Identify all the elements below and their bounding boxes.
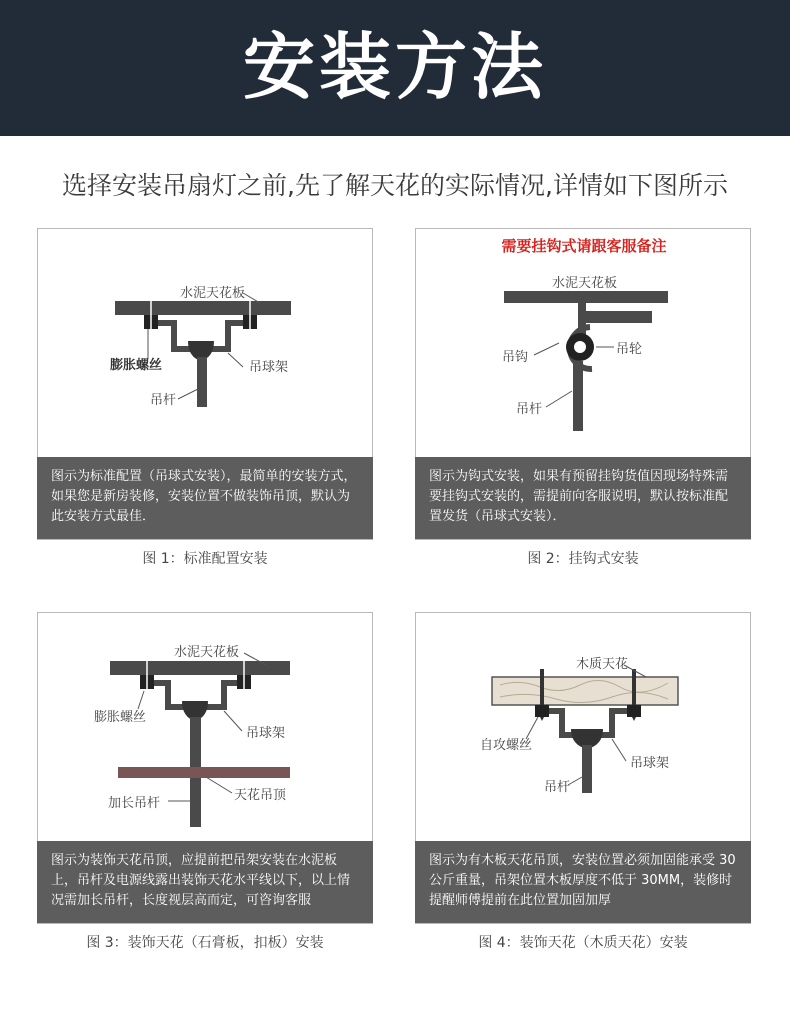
panel-caption: 图示为装饰天花吊顶，应提前把吊架安装在水泥板上，吊杆及电源线露出装饰天花水平线以下，以上情况需加长吊杆，长度视层高而定，可咨询客服 — [37, 841, 373, 923]
down-rod — [582, 745, 592, 793]
svg-text:吊球架: 吊球架 — [630, 756, 670, 771]
svg-text:水泥天花板: 水泥天花板 — [552, 276, 618, 291]
false-ceiling — [118, 767, 290, 778]
panel-caption: 图示为有木板天花吊顶，安装位置必须加固能承受 30 公斤重量，吊架位置木板厚度不低于 30MM，装修时提醒师傅提前在此位置加固加厚 — [415, 841, 751, 923]
down-rod — [197, 357, 207, 407]
panel-hook-install — [415, 228, 751, 540]
svg-text:吊轮: 吊轮 — [616, 342, 643, 357]
svg-text:吊杆: 吊杆 — [516, 402, 543, 417]
figure-label-1: 图 1：标准配置安装 — [142, 551, 268, 567]
svg-text:水泥天花板: 水泥天花板 — [174, 645, 240, 660]
svg-text:吊杆: 吊杆 — [544, 780, 571, 795]
figure-label-2: 图 2：挂钩式安装 — [527, 551, 639, 567]
page-subtitle: 选择安装吊扇灯之前,先了解天花的实际情况,详情如下图所示 — [62, 171, 728, 200]
concrete-ceiling — [115, 301, 291, 315]
svg-text:木质天花: 木质天花 — [576, 657, 629, 672]
concrete-ceiling — [504, 291, 668, 303]
panel-caption: 图示为钩式安装，如果有预留挂钩货值因现场特殊需要挂钩式安装的，需提前向客服说明，默认按标准配置发货（吊球式安装）． — [415, 457, 751, 539]
svg-text:膨胀螺丝: 膨胀螺丝 — [110, 358, 163, 373]
svg-text:吊球架: 吊球架 — [249, 360, 289, 375]
svg-text:加长吊杆: 加长吊杆 — [108, 796, 161, 811]
svg-text:吊杆: 吊杆 — [150, 393, 177, 408]
header-banner — [0, 0, 790, 136]
panel-false-ceiling-install — [37, 612, 373, 924]
diagram-standard-install — [38, 229, 374, 459]
hook-warning: 需要挂钩式请跟客服备注 — [501, 237, 667, 255]
diagram-hook-install — [416, 229, 752, 459]
panel-wood-ceiling-install — [415, 612, 751, 924]
page-title: 安装方法 — [242, 25, 547, 109]
svg-text:水泥天花板: 水泥天花板 — [180, 286, 246, 301]
svg-text:膨胀螺丝: 膨胀螺丝 — [94, 710, 147, 725]
diagram-false-ceiling-install — [38, 613, 374, 843]
panel-standard-install — [37, 228, 373, 540]
svg-text:天花吊顶: 天花吊顶 — [234, 788, 287, 803]
diagram-wood-ceiling-install — [416, 613, 752, 843]
figure-label-3: 图 3：装饰天花（石膏板，扣板）安装 — [86, 935, 324, 951]
svg-text:吊球架: 吊球架 — [246, 726, 286, 741]
svg-text:自攻螺丝: 自攻螺丝 — [480, 738, 533, 753]
hook-plate — [578, 311, 652, 323]
down-rod — [573, 361, 583, 431]
svg-text:吊钩: 吊钩 — [502, 350, 529, 365]
panel-caption: 图示为标准配置（吊球式安装），最简单的安装方式，如果您是新房装修，安装位置不做装饰吊顶，默认为此安装方式最佳． — [37, 457, 373, 539]
figure-label-4: 图 4：装饰天花（木质天花）安装 — [478, 935, 688, 951]
